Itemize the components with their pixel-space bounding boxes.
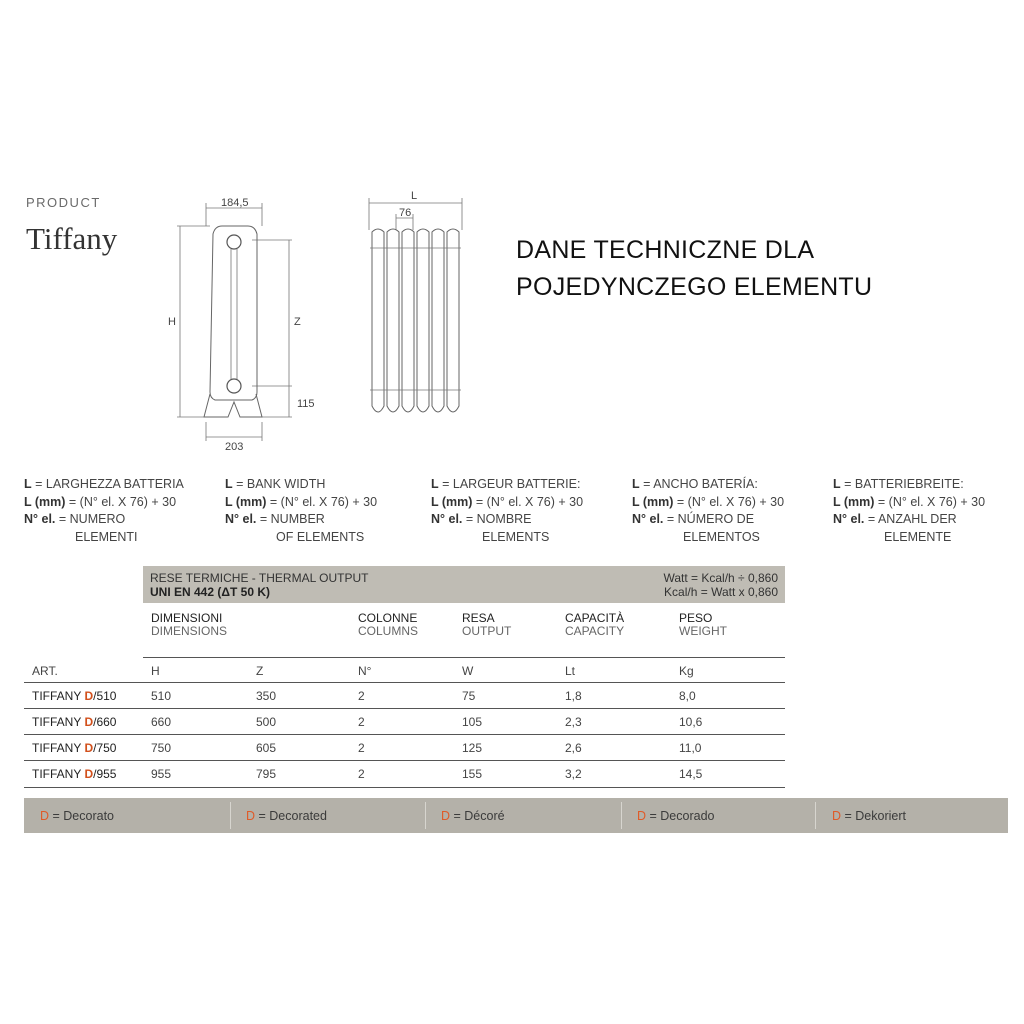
unit-watt: W (462, 664, 474, 678)
unit-columns: N° (358, 664, 372, 678)
cell-output: 105 (462, 715, 483, 729)
cell-z: 350 (256, 689, 277, 703)
cell-columns: 2 (358, 689, 365, 703)
unit-z: Z (256, 664, 264, 678)
headline (516, 232, 872, 306)
footer-divider (815, 802, 816, 829)
dim-pitch: 76 (399, 207, 412, 219)
cell-h: 750 (151, 741, 172, 755)
cell-output: 155 (462, 767, 483, 781)
headline-line-1: DANE TECHNICZNE DLA (516, 236, 815, 264)
footer-divider (230, 802, 231, 829)
table-row-art: TIFFANY D/955 (32, 767, 117, 781)
decor-legend-es: D = Decorado (637, 809, 715, 823)
cell-output: 75 (462, 689, 476, 703)
legend-de: L = BATTERIEBREITE: L (mm) = (N° el. X 76) + 30 N° el. = ANZAHL DER ELEMENTE (833, 477, 986, 544)
cell-output: 125 (462, 741, 483, 755)
cell-capacity: 1,8 (565, 689, 582, 703)
cell-weight: 14,5 (679, 767, 703, 781)
unit-kg: Kg (679, 664, 694, 678)
table-divider (24, 734, 785, 735)
cell-h: 955 (151, 767, 172, 781)
decor-legend-en: D = Decorated (246, 809, 327, 823)
cell-capacity: 2,3 (565, 715, 582, 729)
cell-z: 795 (256, 767, 277, 781)
table-row-art: TIFFANY D/750 (32, 741, 117, 755)
footer-divider (621, 802, 622, 829)
band-standard: UNI EN 442 (ΔT 50 K) (150, 585, 270, 599)
dim-h: H (168, 316, 176, 328)
cell-columns: 2 (358, 767, 365, 781)
table-divider (24, 760, 785, 761)
unit-liters: Lt (565, 664, 576, 678)
legend-en: L = BANK WIDTH L (mm) = (N° el. X 76) + 30 N° el. = NUMBER OF ELEMENTS (225, 477, 378, 544)
product-name: Tiffany (26, 221, 118, 256)
cell-weight: 8,0 (679, 689, 696, 703)
headline-line-2: POJEDYNCZEGO ELEMENTU (516, 273, 873, 301)
dim-foot: 115 (297, 398, 315, 410)
table-row-art: TIFFANY D/660 (32, 715, 117, 729)
col-head-dimensions: DIMENSIONI DIMENSIONS (151, 611, 228, 638)
radiator-technical-drawing (150, 186, 490, 454)
legend-fr: L = LARGEUR BATTERIE: L (mm) = (N° el. X 76) + 30 N° el. = NOMBRE ELEMENTS (431, 477, 584, 544)
col-head-capacity: CAPACITÀ CAPACITY (565, 611, 625, 638)
legend-es: L = ANCHO BATERÍA: L (mm) = (N° el. X 76) + 30 N° el. = NÚMERO DE ELEMENTOS (632, 477, 785, 544)
table-divider (24, 708, 785, 709)
unit-h: H (151, 664, 160, 678)
cell-columns: 2 (358, 715, 365, 729)
decor-legend-de: D = Dekoriert (832, 809, 906, 823)
dim-width-top: 184,5 (221, 197, 249, 209)
cell-columns: 2 (358, 741, 365, 755)
band-title: RESE TERMICHE - THERMAL OUTPUT (150, 571, 369, 585)
conversion-watt: Watt = Kcal/h ÷ 0,860 (663, 571, 778, 585)
cell-h: 510 (151, 689, 172, 703)
decor-legend-it: D = Decorato (40, 809, 114, 823)
product-label: PRODUCT (26, 195, 101, 210)
decor-legend-fr: D = Décoré (441, 809, 505, 823)
table-divider (143, 657, 785, 658)
cell-capacity: 2,6 (565, 741, 582, 755)
table-divider (24, 787, 785, 788)
cell-z: 605 (256, 741, 277, 755)
table-divider (24, 682, 785, 683)
cell-h: 660 (151, 715, 172, 729)
col-head-columns: COLONNE COLUMNS (358, 611, 419, 638)
legend-it: L = LARGHEZZA BATTERIA L (mm) = (N° el. X 76) + 30 N° el. = NUMERO ELEMENTI (24, 477, 184, 544)
cell-z: 500 (256, 715, 277, 729)
footer-divider (425, 802, 426, 829)
dim-length: L (411, 190, 418, 202)
dim-width-bottom: 203 (225, 441, 244, 453)
col-head-output: RESA OUTPUT (462, 611, 512, 638)
cell-weight: 11,0 (679, 741, 702, 755)
cell-weight: 10,6 (679, 715, 703, 729)
unit-art: ART. (32, 664, 58, 678)
dim-z: Z (294, 316, 301, 328)
col-head-weight: PESO WEIGHT (679, 611, 727, 638)
conversion-kcal: Kcal/h = Watt x 0,860 (664, 585, 778, 599)
cell-capacity: 3,2 (565, 767, 582, 781)
table-row-art: TIFFANY D/510 (32, 689, 117, 703)
